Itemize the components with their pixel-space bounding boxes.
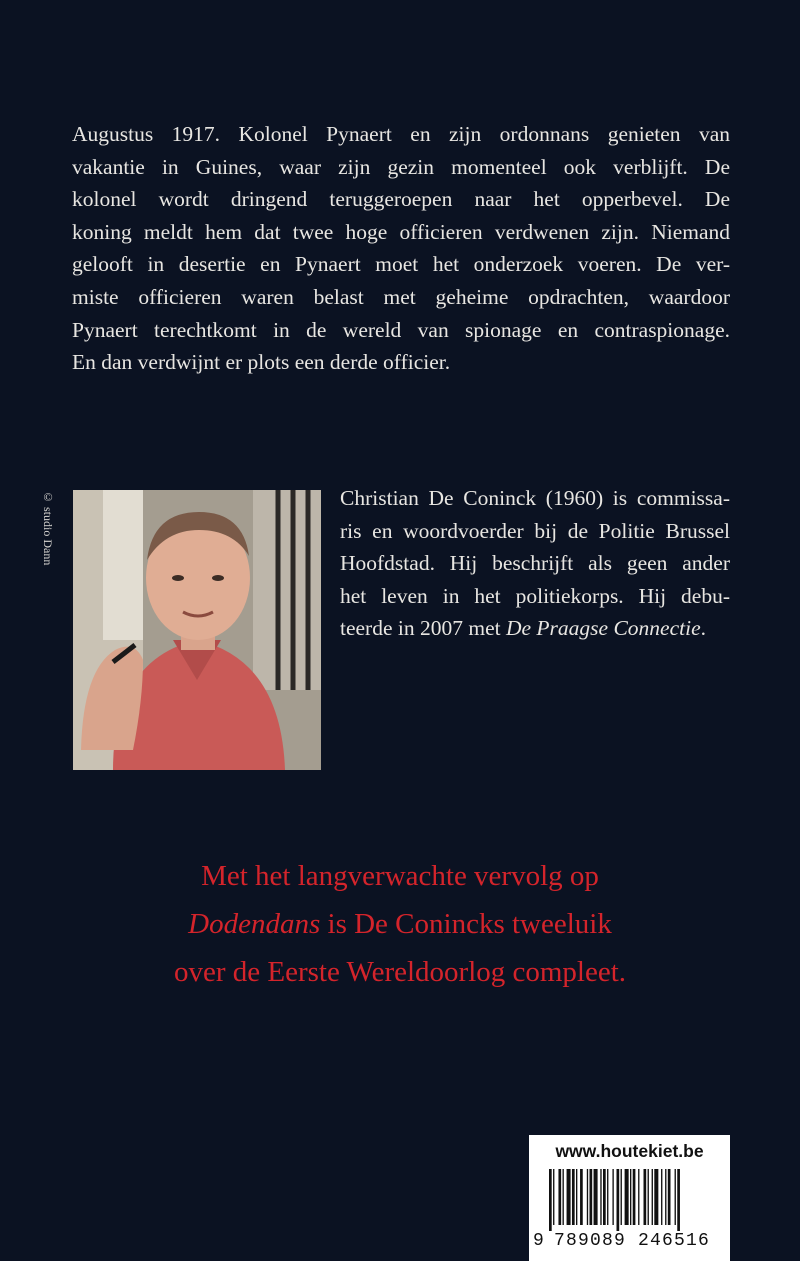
tagline — [0, 852, 800, 996]
isbn-digits: 789089 246516 — [554, 1231, 711, 1251]
barcode-bar — [675, 1169, 676, 1225]
barcode-bar — [600, 1169, 601, 1225]
barcode-bar — [603, 1169, 606, 1225]
author-photo — [73, 490, 321, 770]
bio-line: Hoofdstad. Hij beschrijft als geen ander — [340, 551, 730, 576]
bio-text: . — [700, 616, 707, 641]
blurb-line: koning meldt hem dat twee hoge officieren verdwenen zijn. Niemand — [72, 219, 730, 244]
barcode-bar — [549, 1169, 552, 1231]
barcode-bar — [576, 1169, 577, 1225]
photo-credit: © studio Dann — [41, 490, 55, 566]
blurb-line: Augustus 1917. Kolonel Pynaert en zijn ordonnans genieten van — [72, 122, 730, 146]
barcode-bar — [612, 1169, 613, 1225]
barcode-bar — [644, 1169, 647, 1225]
tagline-text: is De Conincks tweeluik — [320, 908, 612, 940]
barcode-bar — [638, 1169, 639, 1225]
barcode-bar — [580, 1169, 583, 1225]
previous-book-title: De Praagse Connectie — [505, 616, 701, 641]
tagline-line — [0, 900, 800, 948]
barcode-bar — [558, 1169, 561, 1225]
author-portrait-illustration — [73, 490, 321, 770]
blurb-line: Pynaert terechtkomt in de wereld van spionage en contraspionage. — [72, 317, 730, 342]
blurb-line: kolonel wordt dringend teruggeroepen naar het opperbevel. De — [72, 187, 730, 212]
isbn-lead-digit: 9 — [533, 1231, 546, 1251]
tagline-line: over de Eerste Wereldoorlog compleet. — [173, 956, 627, 988]
barcode-bar — [668, 1169, 671, 1225]
tagline-line: Met het langverwachte vervolg op — [201, 860, 599, 892]
barcode-bar — [654, 1169, 658, 1225]
barcode-bar — [617, 1169, 620, 1231]
barcode-bar — [677, 1169, 680, 1231]
barcode-bar — [587, 1169, 588, 1225]
bio-line: Christian De Coninck (1960) is commissa- — [340, 486, 730, 510]
barcode-box — [529, 1135, 730, 1261]
bio-text: teerde in 2007 met — [340, 616, 506, 641]
barcode-bar — [553, 1169, 554, 1225]
blurb-line: gelooft in desertie en Pynaert moet het onderzoek voeren. De ver- — [72, 252, 730, 277]
barcode-bar — [567, 1169, 571, 1225]
barcode-bar — [630, 1169, 631, 1225]
barcode-bar — [652, 1169, 653, 1225]
back-cover-blurb — [72, 118, 730, 379]
blurb-line: En dan verdwijnt er plots een derde officier. — [72, 350, 451, 375]
blurb-line: miste officieren waren belast met geheime opdrachten, waardoor — [72, 284, 730, 309]
author-bio — [340, 482, 730, 645]
barcode-bar — [621, 1169, 622, 1225]
barcode-bar — [594, 1169, 598, 1225]
bio-line — [340, 612, 730, 645]
barcode-bar — [665, 1169, 666, 1225]
blurb-line: vakantie in Guines, waar zijn gezin momenteel ook verblijft. De — [72, 154, 730, 179]
isbn-barcode — [549, 1169, 713, 1231]
barcode-bar — [590, 1169, 593, 1225]
series-title: Dodendans — [188, 908, 321, 940]
barcode-bar — [607, 1169, 608, 1225]
barcode-bar — [633, 1169, 636, 1225]
barcode-bar — [661, 1169, 662, 1225]
barcode-bar — [563, 1169, 564, 1225]
bio-line: het leven in het politiekorps. Hij debu- — [340, 583, 730, 608]
bio-line: ris en woordvoerder bij de Politie Brussel — [340, 518, 730, 543]
barcode-bar — [625, 1169, 629, 1225]
barcode-bar — [648, 1169, 649, 1225]
publisher-website: www.houtekiet.be — [555, 1141, 704, 1161]
barcode-bar — [572, 1169, 575, 1225]
